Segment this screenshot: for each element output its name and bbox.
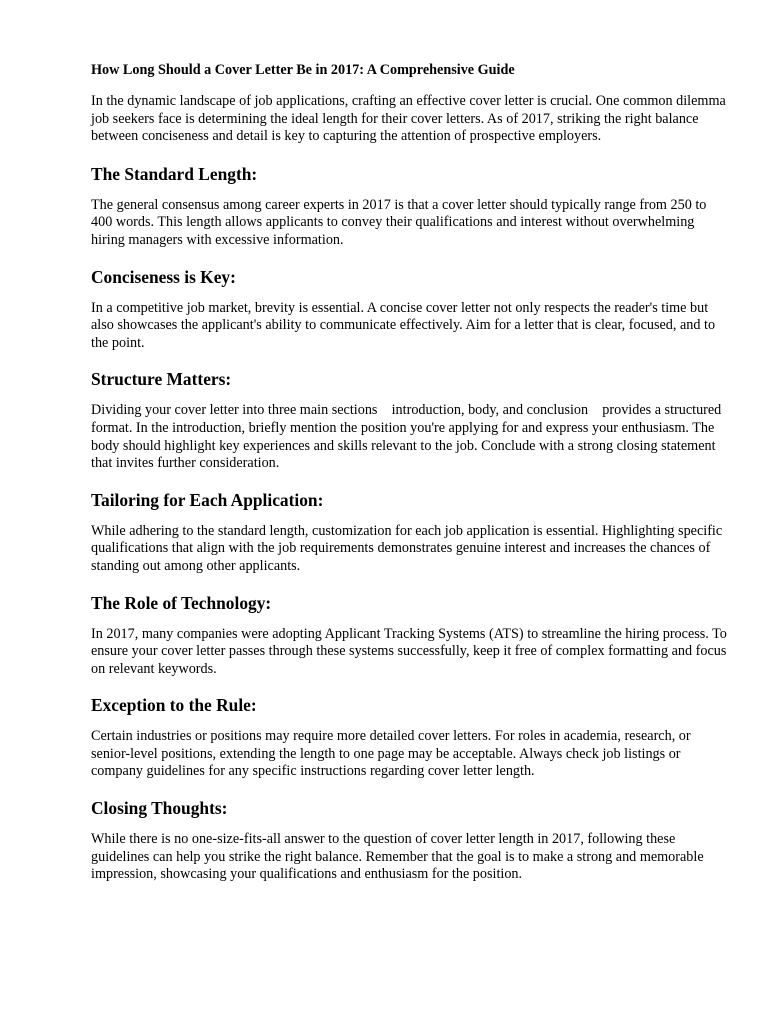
document-title: How Long Should a Cover Letter Be in 2017: A Comprehensive Guide [91, 62, 515, 78]
intro-paragraph: In the dynamic landscape of job applications, crafting an effective cover letter is crucial. One common dilemma job seekers face is determining the ideal length for their cover letters. As of 2017, striking the right balance between conciseness and detail is key to capturing the attention of prospective employers. [91, 93, 726, 145]
section-heading: The Role of Technology: [91, 592, 272, 613]
section-heading: Exception to the Rule: [91, 695, 257, 716]
section-structure [91, 368, 731, 472]
section-standard-length [91, 163, 731, 250]
section-heading: The Standard Length: [91, 163, 258, 184]
section-technology [91, 592, 731, 679]
section-heading: Structure Matters: [91, 369, 232, 390]
section-body: Certain industries or positions may require more detailed cover letters. For roles in academia, research, or senior-level positions, extending the length to one page may be acceptable. Always check job listings or company guidelines for any specific instructions regarding cover letter length. [91, 728, 691, 780]
section-body: The general consensus among career experts in 2017 is that a cover letter should typically range from 250 to 400 words. This length allows applicants to convey their qualifications and interest without overwhelming hiring managers with excessive information. [91, 196, 707, 248]
section-body: While adhering to the standard length, customization for each job application is essential. Highlighting specific qualifications that align with the job requirements demonstrates genuine interest and increases the chances of standing out among other applicants. [91, 522, 723, 574]
section-body: In 2017, many companies were adopting Applicant Tracking Systems (ATS) to streamline the hiring process. To ensure your cover letter passes through these systems successfully, keep it free of complex formatting and focus on relevant keywords. [91, 625, 727, 677]
section-heading: Closing Thoughts: [91, 798, 228, 819]
section-heading: Conciseness is Key: [91, 266, 236, 287]
section-body: While there is no one-size-fits-all answer to the question of cover letter length in 2017, following these guidelines can help you strike the right balance. Remember that the goal is to make a strong and memorable impression, showcasing your qualifications and enthusiasm for the position. [91, 831, 704, 883]
section-tailoring [91, 489, 731, 576]
section-closing [91, 797, 731, 884]
section-conciseness [91, 266, 731, 353]
section-exception [91, 694, 731, 781]
section-body: Dividing your cover letter into three main sections introduction, body, and conclusion provides a structured format. In the introduction, briefly mention the position you're applying for and express your enthusiasm. The body should highlight key experiences and skills relevant to the job. Conclude with a strong closing statement that invites further consideration. [91, 402, 725, 472]
section-body: In a competitive job market, brevity is essential. A concise cover letter not only respects the reader's time but also showcases the applicant's ability to communicate effectively. Aim for a letter that is clear, focused, and to the point. [91, 299, 716, 351]
document-page [91, 61, 731, 900]
section-heading: Tailoring for Each Application: [91, 489, 324, 510]
